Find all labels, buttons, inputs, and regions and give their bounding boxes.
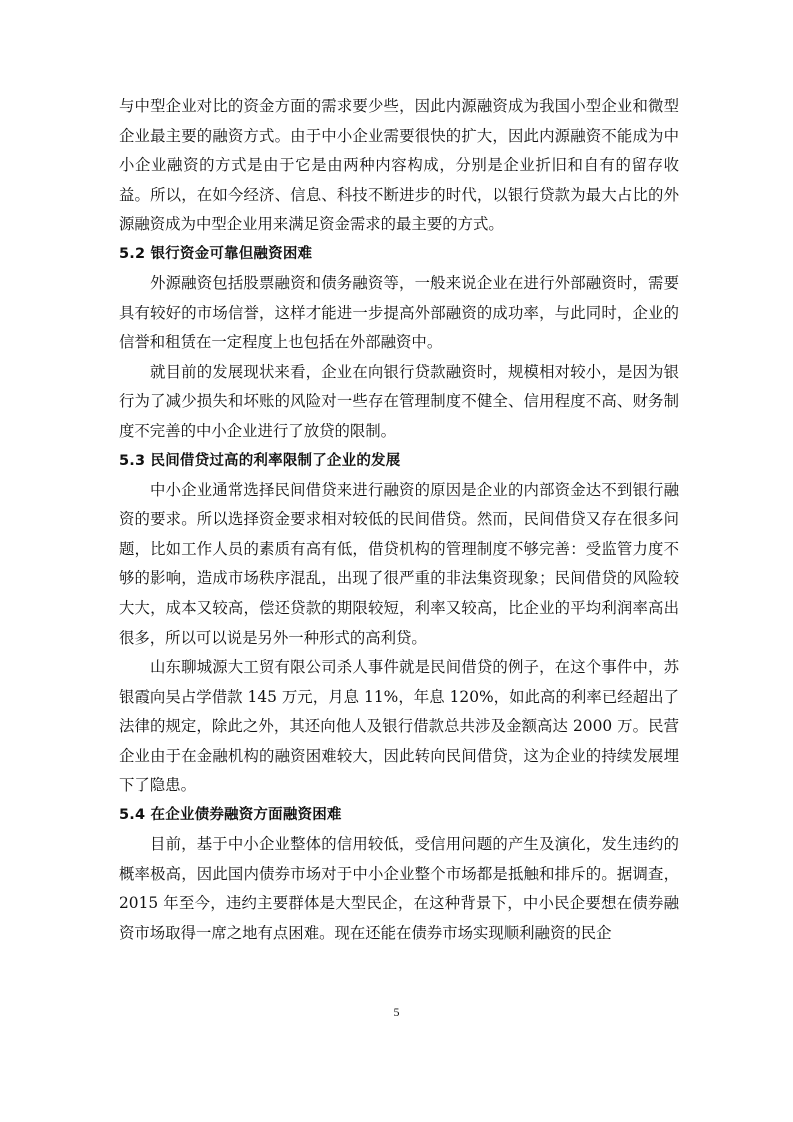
paragraph: 目前，基于中小企业整体的信用较低，受信用问题的产生及演化，发生违约的概率极高，因此国内债券市场对于中小企业整个市场都是抵触和排斥的。据调查，2015 年至今，违约主要群体是大型民企，在这种背景下，中小民企要想在债券融资市场取得一席之地有点困难。现在还能在债券市场实现顺利融资的民企 <box>119 835 679 942</box>
paragraph-continuation: 与中型企业对比的资金方面的需求要少些，因此内源融资成为我国小型企业和微型企业最主要的融资方式。由于中小企业需要很快的扩大，因此内源融资不能成为中小企业融资的方式是由于它是由两种内容构成，分别是企业折旧和自有的留存收益。所以，在如今经济、信息、科技不断进步的时代，以银行贷款为最大占比的外源融资成为中型企业用来满足资金需求的最主要的方式。 <box>119 97 679 234</box>
paragraph: 山东聊城源大工贸有限公司杀人事件就是民间借贷的例子，在这个事件中，苏银霞向吴占学借款 145 万元，月息 11%，年息 120%，如此高的利率已经超出了法律的规定，除此之外，其还向他人及银行借款总共涉及金额高达 2000 万。民营企业由于在金融机构的融资困难较大，因此转向民间借贷，这为企业的持续发展埋下了隐患。 <box>119 658 679 795</box>
paragraph: 就目前的发展现状来看，企业在向银行贷款融资时，规模相对较小，是因为银行为了减少损失和坏账的风险对一些存在管理制度不健全、信用程度不高、财务制度不完善的中小企业进行了放贷的限制。 <box>119 362 679 440</box>
section-heading-5-3: 5.3 民间借贷过高的利率限制了企业的发展 <box>119 452 401 469</box>
section-heading-5-4: 5.4 在企业债券融资方面融资困难 <box>119 807 342 824</box>
paragraph: 中小企业通常选择民间借贷来进行融资的原因是企业的内部资金达不到银行融资的要求。所以选择资金要求相对较低的民间借贷。然而，民间借贷又存在很多问题，比如工作人员的素质有高有低，借贷机构的管理制度不够完善：受监管力度不够的影响，造成市场秩序混乱，出现了很严重的非法集资现象；民间借贷的风险较大大，成本又较高，偿还贷款的期限较短，利率又较高，比企业的平均利润率高出很多，所以可以说是另外一种形式的高利贷。 <box>119 480 679 647</box>
paragraph: 外源融资包括股票融资和债务融资等，一般来说企业在进行外部融资时，需要具有较好的市场信誉，这样才能进一步提高外部融资的成功率，与此同时，企业的信誉和租赁在一定程度上也包括在外部融资中。 <box>119 273 679 352</box>
document-body <box>119 92 679 948</box>
page-number: 5 <box>393 1005 400 1019</box>
section-heading-5-2: 5.2 银行资金可靠但融资困难 <box>119 245 313 262</box>
